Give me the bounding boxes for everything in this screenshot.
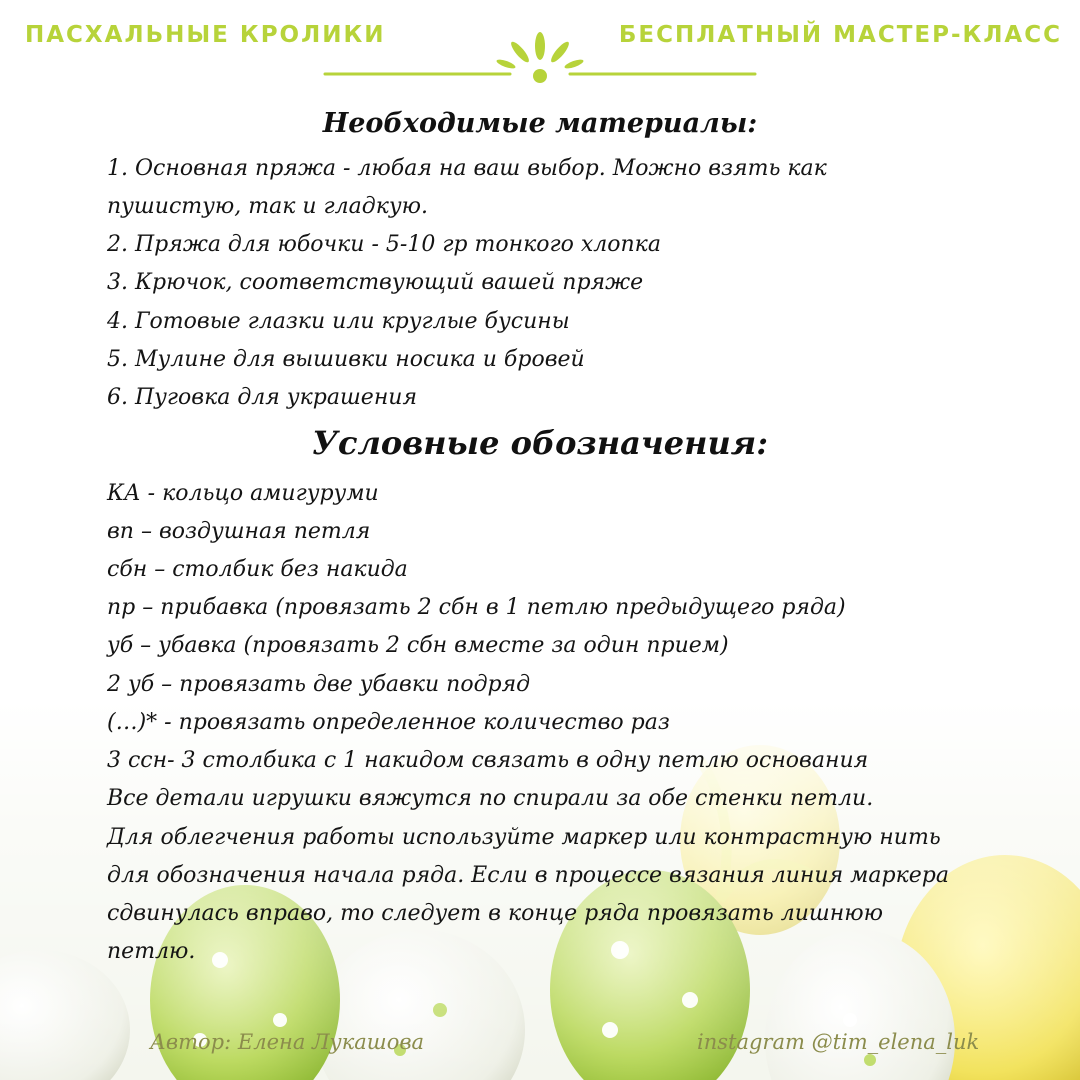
legend-line: петлю. <box>107 939 196 964</box>
legend-line: Для облегчения работы используйте маркер или контрастную нить <box>107 825 941 850</box>
legend-line: Все детали игрушки вяжутся по спирали за обе стенки петли. <box>107 786 874 811</box>
materials-line: 5. Мулине для вышивки носика и бровей <box>107 347 585 372</box>
materials-line: 6. Пуговка для украшения <box>107 385 418 410</box>
materials-line: 3. Крючок, соответствующий вашей пряже <box>107 270 644 295</box>
legend-line: 3 ссн- 3 столбика с 1 накидом связать в одну петлю основания <box>107 748 869 773</box>
instagram-handle: instagram @tim_elena_luk <box>697 1030 980 1054</box>
materials-line: 1. Основная пряжа - любая на ваш выбор. Можно взять как <box>107 156 827 181</box>
legend-line: вп – воздушная петля <box>107 519 371 544</box>
legend-line: сдвинулась вправо, то следует в конце ряда провязать лишнюю <box>107 901 883 926</box>
sprout-ornament-icon <box>320 28 760 86</box>
legend-title: Условные обозначения: <box>311 424 768 462</box>
materials-line: 2. Пряжа для юбочки - 5-10 гр тонкого хлопка <box>107 232 661 257</box>
author-credit: Автор: Елена Лукашова <box>150 1030 425 1054</box>
legend-line: для обозначения начала ряда. Если в процессе вязания линия маркера <box>107 863 949 888</box>
materials-line: 4. Готовые глазки или круглые бусины <box>107 309 570 334</box>
materials-title: Необходимые материалы: <box>322 108 758 139</box>
materials-line: пушистую, так и гладкую. <box>107 194 428 219</box>
legend-line: 2 уб – провязать две убавки подряд <box>107 672 531 697</box>
header-title-left: ПАСХАЛЬНЫЕ КРОЛИКИ <box>25 22 386 48</box>
legend-line: уб – убавка (провязать 2 сбн вместе за один прием) <box>107 633 729 658</box>
legend-line: пр – прибавка (провязать 2 сбн в 1 петлю предыдущего ряда) <box>107 595 846 620</box>
legend-line: (…)* - провязать определенное количество раз <box>107 710 670 735</box>
legend-line: КА - кольцо амигуруми <box>107 481 379 506</box>
legend-line: сбн – столбик без накида <box>107 557 408 582</box>
header-title-right: БЕСПЛАТНЫЙ МАСТЕР-КЛАСС <box>618 22 1062 48</box>
